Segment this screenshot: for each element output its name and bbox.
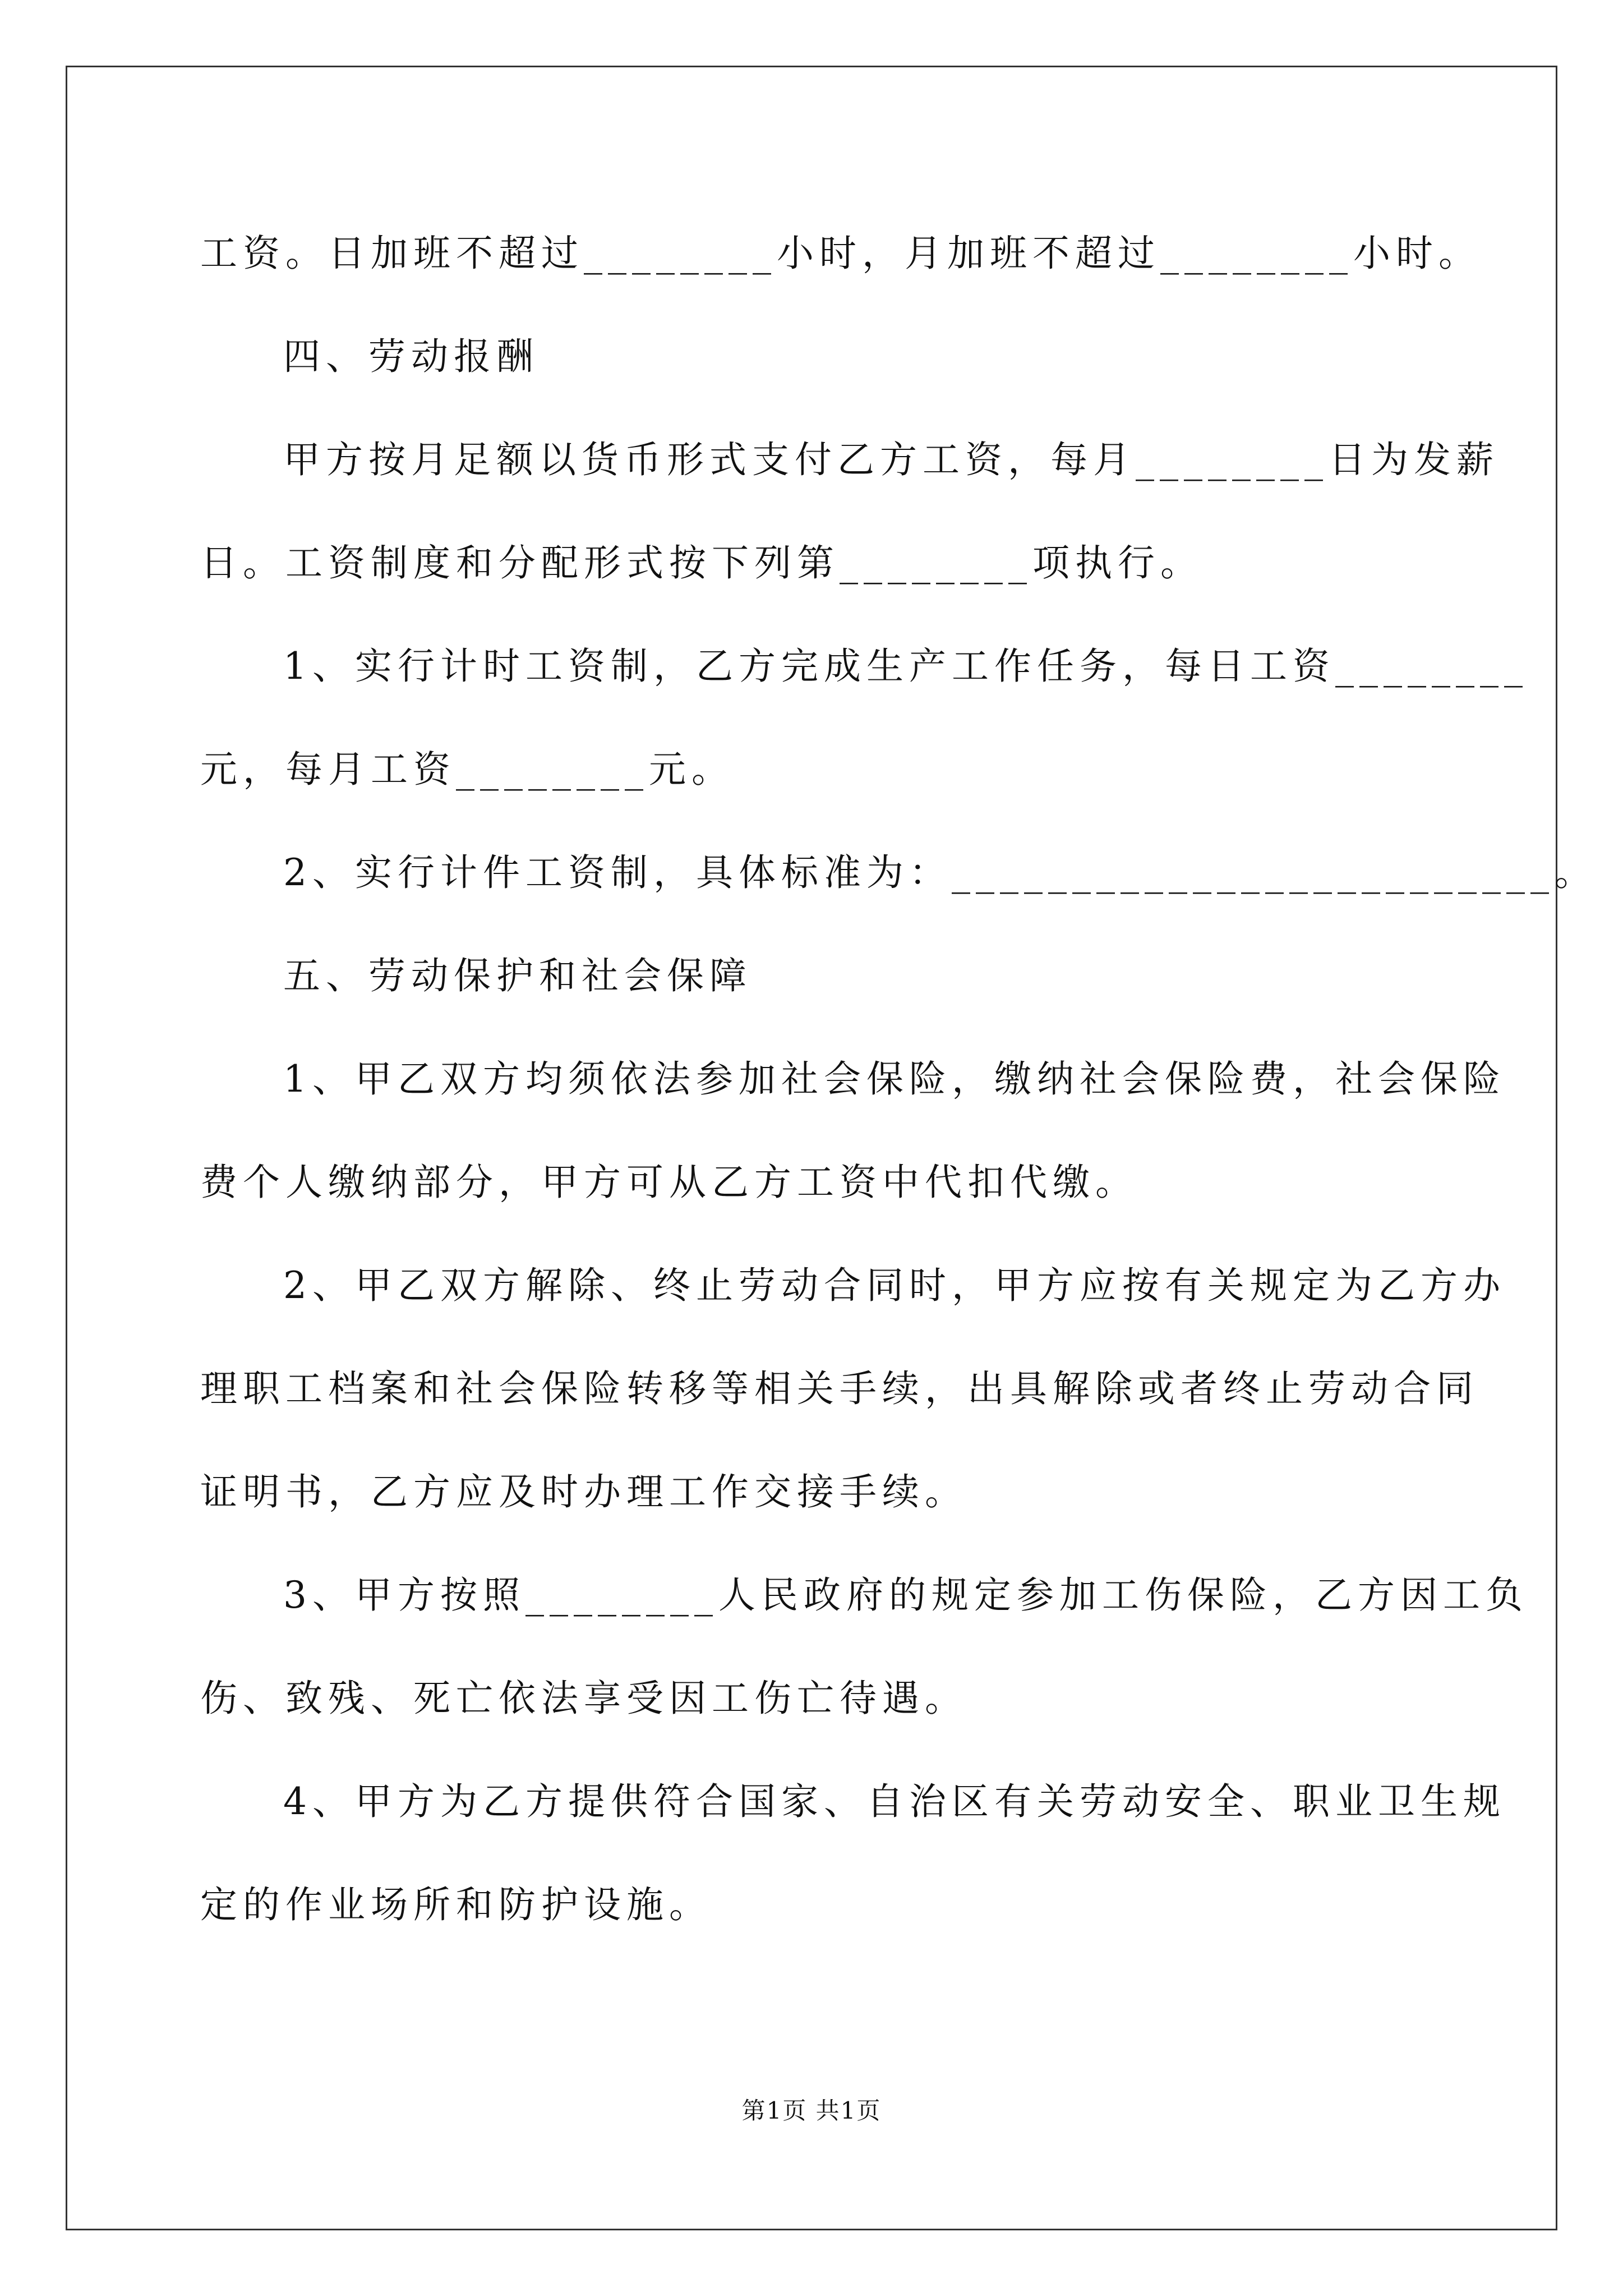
text-line: 定的作业场所和防护设施。 xyxy=(200,1883,712,1926)
text-line: 4、甲方为乙方提供符合国家、自治区有关劳动安全、职业卫生规 xyxy=(283,1780,1506,1823)
section-heading-labor-protection: 五、劳动保护和社会保障 xyxy=(283,954,752,997)
page-number: 第1页 共1页 xyxy=(741,2097,882,2124)
text-line: 日。工资制度和分配形式按下列第________项执行。 xyxy=(200,541,1203,585)
text-line: 1、甲乙双方均须依法参加社会保险，缴纳社会保险费，社会保险 xyxy=(283,1057,1506,1101)
text-line: 证明书，乙方应及时办理工作交接手续。 xyxy=(200,1470,967,1513)
text-line: 2、实行计件工资制，具体标准为：_________________________。 xyxy=(283,851,1597,894)
section-heading-labor-remuneration: 四、劳动报酬 xyxy=(283,335,539,378)
text-line: 1、实行计时工资制，乙方完成生产工作任务，每日工资________ xyxy=(283,645,1528,688)
text-line: 理职工档案和社会保险转移等相关手续，出具解除或者终止劳动合同 xyxy=(200,1367,1479,1410)
text-line: 甲方按月足额以货币形式支付乙方工资，每月________日为发薪 xyxy=(283,438,1499,481)
text-line: 费个人缴纳部分，甲方可从乙方工资中代扣代缴。 xyxy=(200,1161,1138,1204)
text-line: 3、甲方按照________人民政府的规定参加工伤保险，乙方因工负 xyxy=(283,1573,1528,1617)
text-line: 2、甲乙双方解除、终止劳动合同时，甲方应按有关规定为乙方办 xyxy=(283,1264,1506,1307)
text-line: 元，每月工资________元。 xyxy=(200,748,734,791)
document-body xyxy=(200,202,1597,1957)
text-line: 工资。日加班不超过________小时，月加班不超过________小时。 xyxy=(200,232,1481,275)
text-line: 伤、致残、死亡依法享受因工伤亡待遇。 xyxy=(200,1677,967,1720)
